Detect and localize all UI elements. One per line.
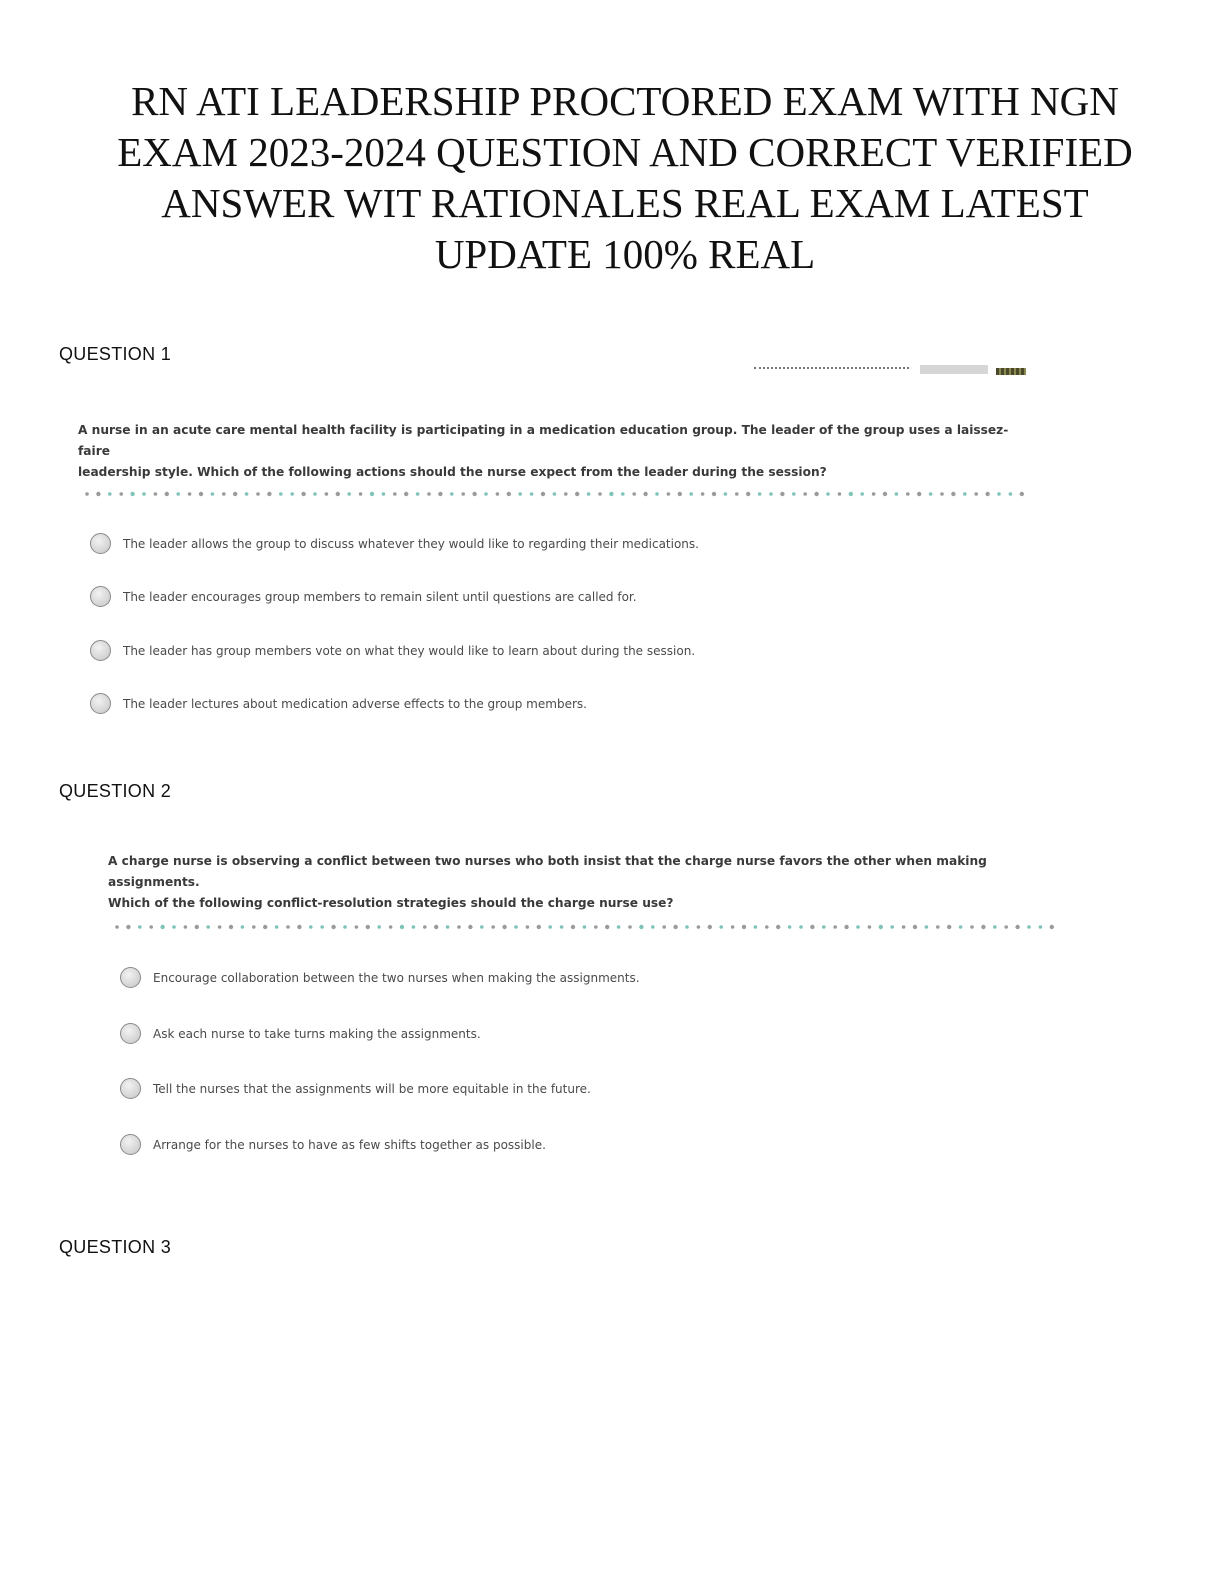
divider-dot (746, 492, 750, 496)
divider-dot (742, 925, 746, 929)
divider-dot (160, 925, 164, 929)
question-2-stem (108, 851, 1068, 914)
radio-button-icon[interactable] (90, 693, 111, 714)
divider-dot (211, 492, 215, 496)
divider-dot (826, 492, 830, 496)
screenshot-artifact-bar (920, 365, 988, 374)
screenshot-artifact-mark (996, 368, 1026, 375)
divider-dot (286, 925, 290, 929)
divider-dot (184, 925, 188, 929)
divider-dot (970, 925, 974, 929)
option-text: Ask each nurse to take turns making the assignments. (153, 1026, 481, 1041)
divider-dot (1050, 925, 1054, 929)
divider-dot (553, 492, 557, 496)
divider-dot (427, 492, 431, 496)
divider-dot (609, 492, 613, 496)
divider-dot (594, 925, 598, 929)
divider-dot (598, 492, 602, 496)
divider-dot (708, 925, 712, 929)
divider-dot (673, 925, 677, 929)
divider-dot (279, 492, 283, 496)
divider-dot (480, 925, 484, 929)
option-text: The leader has group members vote on what they would like to learn about during the session. (123, 643, 696, 658)
divider-dot (758, 492, 762, 496)
question-2-option-3[interactable] (120, 1078, 591, 1099)
divider-dot (343, 925, 347, 929)
divider-dot (491, 925, 495, 929)
divider-dot (689, 492, 693, 496)
divider-dot (468, 925, 472, 929)
divider-dot (347, 492, 351, 496)
divider-dot (685, 925, 689, 929)
divider-dot (981, 925, 985, 929)
divider-dot (188, 492, 192, 496)
divider-dot (393, 492, 397, 496)
option-text: Tell the nurses that the assignments will be more equitable in the future. (153, 1081, 591, 1096)
divider-dot (838, 492, 842, 496)
divider-dot (400, 925, 404, 929)
divider-dot (138, 925, 142, 929)
divider-dot (655, 492, 659, 496)
divider-dot (206, 925, 210, 929)
question-2-option-1[interactable] (120, 967, 640, 988)
divider-dot (765, 925, 769, 929)
divider-dot (803, 492, 807, 496)
divider-dot (985, 492, 989, 496)
divider-dot (959, 925, 963, 929)
question-2-divider-dots (114, 923, 1054, 931)
divider-dot (108, 492, 112, 496)
divider-dot (776, 925, 780, 929)
divider-dot (788, 925, 792, 929)
divider-dot (810, 925, 814, 929)
question-1-option-2[interactable] (90, 586, 637, 607)
divider-dot (404, 492, 408, 496)
divider-dot (712, 492, 716, 496)
divider-dot (526, 925, 530, 929)
divider-dot (233, 492, 237, 496)
divider-dot (643, 492, 647, 496)
divider-dot (1015, 925, 1019, 929)
divider-dot (651, 925, 655, 929)
divider-dot (267, 492, 271, 496)
divider-dot (1004, 925, 1008, 929)
divider-dot (484, 492, 488, 496)
title-line: RN ATI LEADERSHIP PROCTORED EXAM WITH NGN (131, 78, 1119, 124)
divider-dot (199, 492, 203, 496)
title-line: EXAM 2023-2024 QUESTION AND CORRECT VERIFIED (117, 129, 1133, 175)
question-1-divider-dots (84, 490, 1024, 498)
divider-dot (537, 925, 541, 929)
divider-dot (438, 492, 442, 496)
question-2-label: QUESTION 2 (59, 781, 172, 801)
divider-dot (895, 492, 899, 496)
divider-dot (245, 492, 249, 496)
document-title (60, 76, 1190, 280)
divider-dot (320, 925, 324, 929)
divider-dot (925, 925, 929, 929)
divider-dot (263, 925, 267, 929)
divider-dot (605, 925, 609, 929)
divider-dot (780, 492, 784, 496)
divider-dot (325, 492, 329, 496)
divider-dot (507, 492, 511, 496)
divider-dot (628, 925, 632, 929)
divider-dot (856, 925, 860, 929)
divider-dot (370, 492, 374, 496)
divider-dot (890, 925, 894, 929)
divider-dot (662, 925, 666, 929)
question-1-option-1[interactable] (90, 533, 699, 554)
divider-dot (176, 492, 180, 496)
divider-dot (126, 925, 130, 929)
divider-dot (313, 492, 317, 496)
question-1-option-4[interactable] (90, 693, 587, 714)
divider-dot (844, 925, 848, 929)
divider-dot (241, 925, 245, 929)
question-1-stem (78, 420, 1038, 483)
divider-dot (879, 925, 883, 929)
option-text: The leader lectures about medication adverse effects to the group members. (123, 696, 587, 711)
divider-dot (719, 925, 723, 929)
divider-dot (963, 492, 967, 496)
divider-dot (218, 925, 222, 929)
divider-dot (472, 492, 476, 496)
divider-dot (951, 492, 955, 496)
divider-dot (860, 492, 864, 496)
divider-dot (731, 925, 735, 929)
divider-dot (256, 492, 260, 496)
divider-dot (724, 492, 728, 496)
radio-button-icon[interactable] (90, 586, 111, 607)
divider-dot (222, 492, 226, 496)
divider-dot (792, 492, 796, 496)
divider-dot (496, 492, 500, 496)
divider-dot (96, 492, 100, 496)
question-2-option-4[interactable] (120, 1134, 546, 1155)
question-2-option-2[interactable] (120, 1023, 481, 1044)
divider-dot (947, 925, 951, 929)
divider-dot (514, 925, 518, 929)
divider-dot (974, 492, 978, 496)
radio-button-icon[interactable] (120, 1134, 141, 1155)
divider-dot (769, 492, 773, 496)
divider-dot (701, 492, 705, 496)
divider-dot (290, 492, 294, 496)
question-1-option-3[interactable] (90, 640, 695, 661)
divider-dot (416, 492, 420, 496)
divider-dot (548, 925, 552, 929)
divider-dot (936, 925, 940, 929)
divider-dot (639, 925, 643, 929)
divider-dot (697, 925, 701, 929)
radio-button-icon[interactable] (90, 640, 111, 661)
question-3-label: QUESTION 3 (59, 1237, 172, 1257)
divider-dot (541, 492, 545, 496)
divider-dot (446, 925, 450, 929)
divider-dot (461, 492, 465, 496)
divider-dot (929, 492, 933, 496)
divider-dot (149, 925, 153, 929)
divider-dot (872, 492, 876, 496)
divider-dot (575, 492, 579, 496)
divider-dot (632, 492, 636, 496)
divider-dot (667, 492, 671, 496)
divider-dot (1009, 492, 1013, 496)
radio-button-icon[interactable] (120, 1023, 141, 1044)
divider-dot (450, 492, 454, 496)
divider-dot (1039, 925, 1043, 929)
divider-dot (423, 925, 427, 929)
divider-dot (502, 925, 506, 929)
divider-dot (868, 925, 872, 929)
divider-dot (382, 492, 386, 496)
question-1-label: QUESTION 1 (59, 344, 172, 364)
divider-dot (940, 492, 944, 496)
divider-dot (997, 492, 1001, 496)
divider-dot (389, 925, 393, 929)
divider-dot (849, 492, 853, 496)
divider-dot (252, 925, 256, 929)
divider-dot (119, 492, 123, 496)
divider-dot (917, 492, 921, 496)
divider-dot (735, 492, 739, 496)
divider-dot (275, 925, 279, 929)
divider-dot (412, 925, 416, 929)
divider-dot (583, 925, 587, 929)
divider-dot (195, 925, 199, 929)
divider-dot (913, 925, 917, 929)
divider-dot (883, 492, 887, 496)
divider-dot (309, 925, 313, 929)
option-text: Encourage collaboration between the two nurses when making the assignments. (153, 970, 640, 985)
divider-dot (530, 492, 534, 496)
divider-dot (377, 925, 381, 929)
stem-line: Which of the following conflict-resolution strategies should the charge nurse use? (108, 896, 674, 910)
divider-dot (822, 925, 826, 929)
divider-dot (560, 925, 564, 929)
divider-dot (336, 492, 340, 496)
screenshot-artifact-line (754, 367, 909, 369)
divider-dot (564, 492, 568, 496)
divider-dot (229, 925, 233, 929)
divider-dot (154, 492, 158, 496)
divider-dot (457, 925, 461, 929)
divider-dot (621, 492, 625, 496)
divider-dot (754, 925, 758, 929)
divider-dot (993, 925, 997, 929)
divider-dot (799, 925, 803, 929)
radio-button-icon[interactable] (120, 1078, 141, 1099)
stem-line: A charge nurse is observing a conflict between two nurses who both insist that the charge nurse favors the other when making assignments. (108, 854, 987, 889)
divider-dot (301, 492, 305, 496)
divider-dot (434, 925, 438, 929)
divider-dot (331, 925, 335, 929)
divider-dot (678, 492, 682, 496)
divider-dot (115, 925, 119, 929)
divider-dot (297, 925, 301, 929)
title-line: UPDATE 100% REAL (434, 231, 816, 277)
divider-dot (165, 492, 169, 496)
divider-dot (355, 925, 359, 929)
divider-dot (833, 925, 837, 929)
divider-dot (366, 925, 370, 929)
title-line: ANSWER WIT RATIONALES REAL EXAM LATEST (161, 180, 1089, 226)
stem-line: leadership style. Which of the following actions should the nurse expect from the leader during the session? (78, 465, 827, 479)
divider-dot (814, 492, 818, 496)
option-text: The leader allows the group to discuss whatever they would like to regarding their medications. (123, 536, 699, 551)
divider-dot (587, 492, 591, 496)
radio-button-icon[interactable] (120, 967, 141, 988)
option-text: Arrange for the nurses to have as few shifts together as possible. (153, 1137, 546, 1152)
stem-line: A nurse in an acute care mental health facility is participating in a medication education group. The leader of the group uses a laissez-faire (78, 423, 1009, 458)
divider-dot (172, 925, 176, 929)
divider-dot (1020, 492, 1024, 496)
divider-dot (359, 492, 363, 496)
divider-dot (1027, 925, 1031, 929)
option-text: The leader encourages group members to remain silent until questions are called for. (123, 589, 637, 604)
divider-dot (571, 925, 575, 929)
divider-dot (518, 492, 522, 496)
divider-dot (130, 492, 134, 496)
divider-dot (902, 925, 906, 929)
divider-dot (142, 492, 146, 496)
divider-dot (617, 925, 621, 929)
radio-button-icon[interactable] (90, 533, 111, 554)
divider-dot (906, 492, 910, 496)
divider-dot (85, 492, 89, 496)
